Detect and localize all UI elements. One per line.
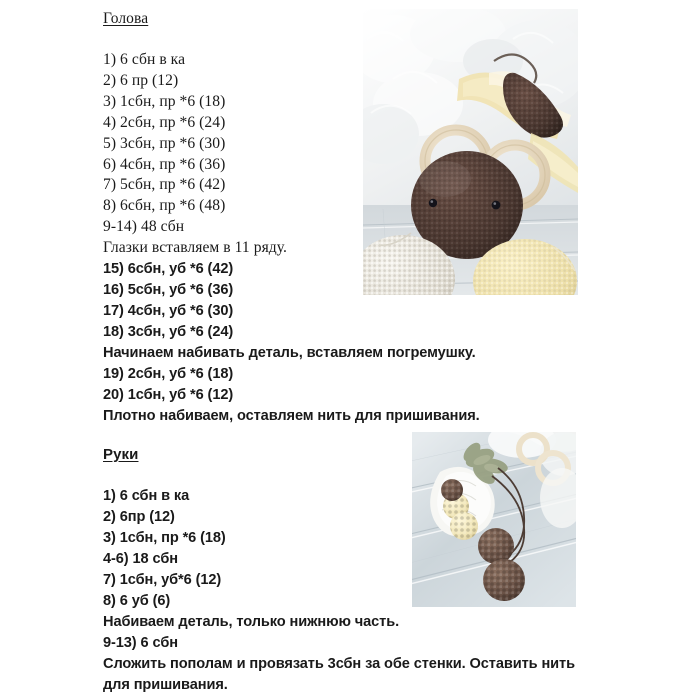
spacer xyxy=(103,427,603,445)
section-golova xyxy=(103,9,603,427)
pattern-note: Плотно набиваем, оставляем нить для пришивания. xyxy=(103,408,480,425)
pattern-line: 17) 4сбн, уб *6 (30) xyxy=(103,303,234,320)
section-title-golova: Голова xyxy=(103,10,149,27)
pattern-text-column xyxy=(103,9,603,696)
spacer xyxy=(103,465,603,486)
spacer xyxy=(103,29,603,50)
pattern-line: 9-13) 6 сбн xyxy=(103,635,178,652)
pattern-note: Начинаем набивать деталь, вставляем погремушку. xyxy=(103,345,476,362)
pattern-line: 3) 1сбн, пр *6 (18) xyxy=(103,92,226,110)
pattern-line: 5) 3сбн, пр *6 (30) xyxy=(103,134,226,152)
pattern-line: 18) 3сбн, уб *6 (24) xyxy=(103,324,234,341)
pattern-line: 8) 6 уб (6) xyxy=(103,593,171,610)
pattern-line: 15) 6сбн, уб *6 (42) xyxy=(103,261,234,278)
pattern-line: 3) 1сбн, пр *6 (18) xyxy=(103,530,226,547)
pattern-note: Набиваем деталь, только нижнюю часть. xyxy=(103,614,400,631)
pattern-line: 8) 6сбн, пр *6 (48) xyxy=(103,197,226,215)
pattern-note: Глазки вставляем в 11 ряду. xyxy=(103,239,288,257)
pattern-line: 2) 6 пр (12) xyxy=(103,71,179,89)
pattern-line: 20) 1сбн, уб *6 (12) xyxy=(103,387,234,404)
section-ruki xyxy=(103,445,603,696)
section-title-ruki: Руки xyxy=(103,446,139,464)
pattern-line: 7) 5сбн, пр *6 (42) xyxy=(103,176,226,194)
pattern-line: 19) 2сбн, уб *6 (18) xyxy=(103,366,234,383)
pattern-line: 4) 2сбн, пр *6 (24) xyxy=(103,113,226,131)
pattern-note: Сложить пополам и провязать 3сбн за обе стенки. Оставить нить xyxy=(103,656,575,673)
pattern-line: 4-6) 18 сбн xyxy=(103,551,178,568)
pattern-note: для пришивания. xyxy=(103,677,228,694)
pattern-line: 6) 4сбн, пр *6 (36) xyxy=(103,155,226,173)
pattern-line: 9-14) 48 сбн xyxy=(103,218,185,236)
pattern-line: 2) 6пр (12) xyxy=(103,509,175,526)
pattern-line: 1) 6 сбн в ка xyxy=(103,488,190,505)
pattern-line: 16) 5сбн, уб *6 (36) xyxy=(103,282,234,299)
pattern-line: 7) 1сбн, уб*6 (12) xyxy=(103,572,222,589)
pattern-line: 1) 6 сбн в ка xyxy=(103,51,186,68)
